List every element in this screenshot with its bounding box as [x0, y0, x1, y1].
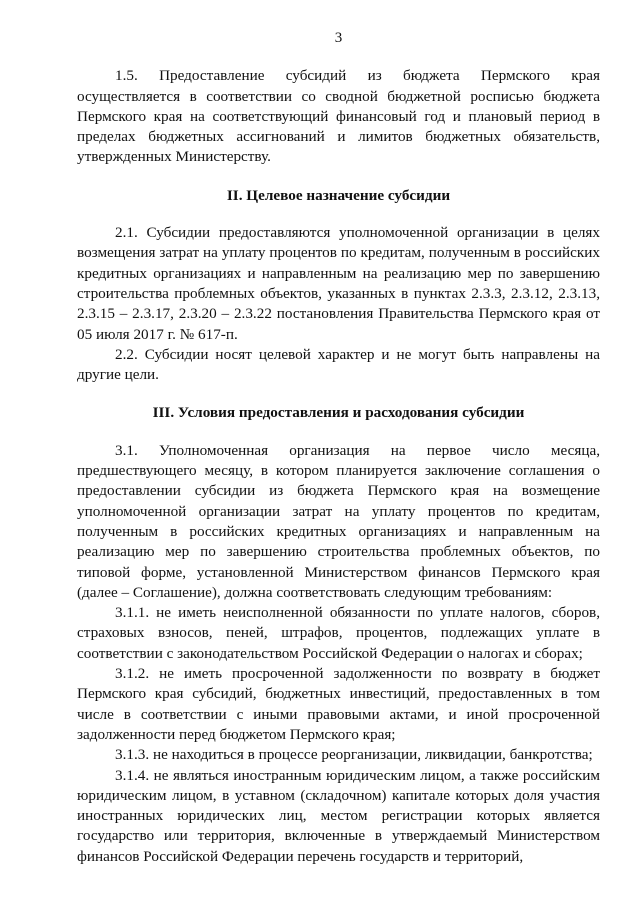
paragraph-2-2: 2.2. Субсидии носят целевой характер и не могут быть направлены на другие цели.: [77, 345, 600, 384]
paragraph-3-1-4: 3.1.4. не являться иностранным юридическим лицом, а также российским юридическим лицом, в уставном (складочном) капитале которых доля участия иностранных юридических лиц, местом регистрации которых является государство или территория, включенные в утверждаемый Министерством финансов Российской Федерации перечень государств и территорий,: [77, 766, 600, 865]
paragraph-3-1-1: 3.1.1. не иметь неисполненной обязанности по уплате налогов, сборов, страховых взносов, пеней, штрафов, процентов, подлежащих уплате в соответствии с законодательством Российской Федерации о налогах и сборах;: [77, 604, 600, 662]
paragraph-1-5: 1.5. Предоставление субсидий из бюджета Пермского края осуществляется в соответствии со сводной бюджетной росписью бюджета Пермского края на соответствующий финансовый год и плановый период в пределах бюджетных ассигнований и лимитов бюджетных обязательств, утвержденных Министерству.: [77, 67, 600, 166]
page-number: 3: [334, 30, 343, 46]
paragraph-3-1: 3.1. Уполномоченная организация на первое число месяца, предшествующего месяцу, в котором планируется заключение соглашения о предоставлении субсидии из бюджета Пермского края на возмещение уполномоченной организации затрат на уплату процентов по кредитам, полученным в российских кредитных организациях и направленным на реализацию мер по завершению строительства проблемных объектов, по типовой форме, установленной Министерством финансов Пермского края (далее – Соглашение), должна соответствовать следующим требованиям:: [77, 441, 600, 601]
paragraph-3-1-3: 3.1.3. не находиться в процессе реорганизации, ликвидации, банкротства;: [115, 746, 593, 764]
section-heading-2: II. Целевое назначение субсидии: [226, 186, 451, 204]
paragraph-3-1-2: 3.1.2. не иметь просроченной задолженности по возврату в бюджет Пермского края субсидий, бюджетных инвестиций, предоставленных в том числе в соответствии с иными правовыми актами, и иной просроченной задолженности перед бюджетом Пермского края;: [77, 665, 600, 743]
section-heading-3: III. Условия предоставления и расходования субсидии: [152, 404, 525, 422]
paragraph-2-1: 2.1. Субсидии предоставляются уполномоченной организации в целях возмещения затрат на уплату процентов по кредитам, полученным в российских кредитных организациях и направленным на реализацию мер по завершению строительства проблемных объектов, указанных в пунктах 2.3.3, 2.3.12, 2.3.13, 2.3.15 – 2.3.17, 2.3.20 – 2.3.22 постановления Правительства Пермского края от 05 июля 2017 г. № 617-п.: [77, 224, 600, 343]
